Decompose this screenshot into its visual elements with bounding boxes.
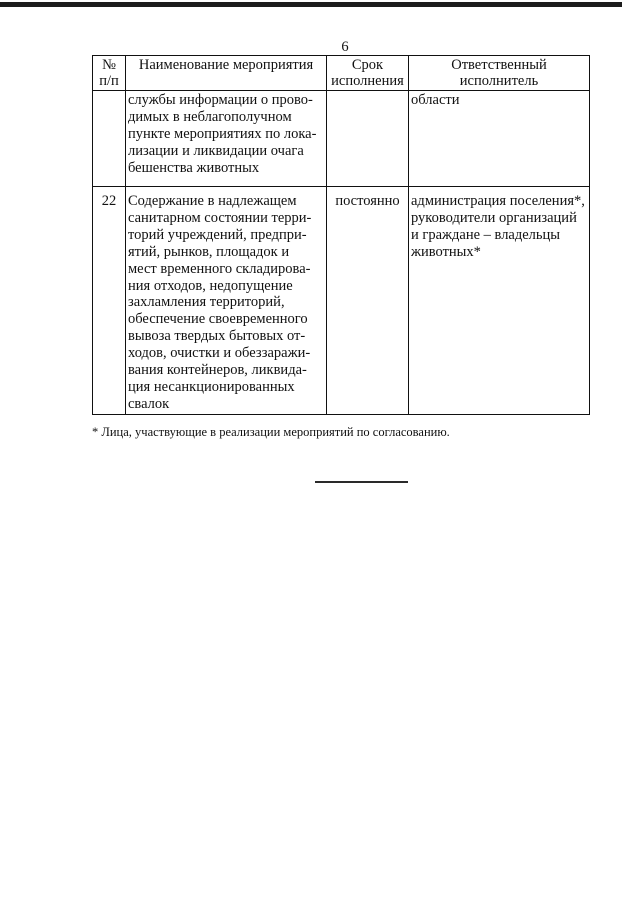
row-2-name-cell: Содержание в надлежащем санитарном состоянии терри- торий учреждений, предпри- ятий, рынков, площадок и мест временного складирова- ния отходов, недопущение захламления территорий, обеспечение своевременного вывоза твердых бытовых от- ходов, очистки и обеззаражи- вания контейнеров, ликвида- ция несанкционированных свалок [126, 187, 327, 415]
scan-edge-bar [0, 2, 622, 7]
page-number: 6 [341, 39, 349, 55]
header-cell-responsible: Ответственный исполнитель [409, 56, 590, 91]
row-2-term-cell: постоянно [327, 187, 409, 415]
measures-table [92, 55, 590, 415]
row-2-responsible-cell: администрация поселения*, руководители организаций и граждане – владельцы животных* [409, 187, 590, 415]
header-cell-name: Наименование мероприятия [126, 56, 327, 91]
row-1-responsible-cell: области [409, 91, 590, 187]
end-of-document-rule [315, 481, 408, 483]
header-cell-term: Срок исполнения [327, 56, 409, 91]
row-1-term-cell [327, 91, 409, 187]
row-1-name-cell: службы информации о прово- димых в неблагополучном пункте мероприятиях по лока- лизации и ликвидации очага бешенства животных [126, 91, 327, 187]
footnote: * Лица, участвующие в реализации мероприятий по согласованию. [92, 425, 450, 439]
header-cell-number: № п/п [93, 56, 126, 91]
row-2-number-cell: 22 [93, 187, 126, 415]
row-1-number-cell [93, 91, 126, 187]
